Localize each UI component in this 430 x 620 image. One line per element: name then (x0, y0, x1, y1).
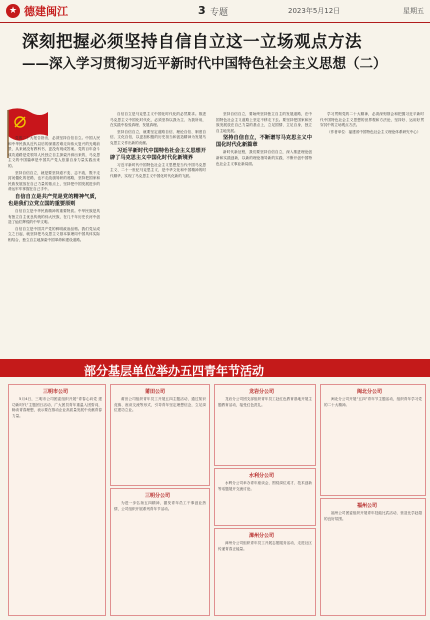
activity-box (8, 384, 106, 616)
paragraph: 漳州分公司组织青年员工开展志愿服务活动，走进社区传递青春正能量。 (218, 541, 312, 551)
section-subhead: 坚持自信自立，不断谱写马克思主义中国化时代化新篇章 (216, 135, 312, 149)
box-title: 三明市公司 (43, 389, 69, 395)
box-title: 闽北分公司 (357, 389, 383, 395)
issue-weekday: 星期五 (403, 7, 424, 15)
paragraph: 为进一步弘扬五四精神，激发青年员工干事创业热情，公司组织开展系列青年节活动。 (114, 501, 206, 511)
box-title: 水利分公司 (249, 473, 275, 479)
box-text (114, 501, 206, 611)
paragraph: 龙岩分公司团支部组织青年员工赴红色教育基地开展主题教育活动，接受红色洗礼。 (218, 397, 312, 407)
box-text (324, 511, 422, 611)
activity-box (320, 384, 426, 496)
box-text (218, 481, 312, 521)
paragraph: 水利分公司举办青年座谈会，围绕岗位成才、技术创新等话题展开交流讨论。 (218, 481, 312, 491)
paper-name: 德建闽江 (24, 5, 68, 18)
box-title: 福州公司 (357, 503, 378, 509)
activity-box (110, 488, 210, 616)
paragraph: 学习贯彻党的二十大精神，必须深刻领会和把握习近平新时代中国特色社会主义思想的世界观和方法论，坚持好、运用好贯穿其中的立场观点方法。 (320, 112, 424, 128)
article-column-4 (320, 112, 424, 356)
paragraph: 坚持自信自立，就要坚定道路自信、理论自信、制度自信、文化自信，以更加积极的历史担当和创造精神为发展马克思主义作出新的贡献。 (110, 129, 206, 145)
page-number: 3 (198, 4, 206, 17)
article-column-3 (216, 112, 312, 356)
box-text (12, 397, 102, 611)
section-subhead: 习近平新时代中国特色社会主义思想开辟了马克思主义中国化时代化新境界 (110, 147, 206, 161)
activity-box (320, 498, 426, 616)
box-text (114, 397, 206, 481)
paragraph: 习近平新时代中国特色社会主义思想是当代中国马克思主义、二十一世纪马克思主义，是中华文化和中国精神的时代精华，实现了马克思主义中国化时代化新的飞跃。 (110, 162, 206, 178)
paragraph: 自信自立是中华民族精神的重要特质。中华民族是具有独立自主优良传统的伟大民族，在几千年历史长河中创造了灿烂辉煌的中华文明。 (8, 208, 100, 225)
article-column-1 (8, 112, 100, 356)
article-column-2 (110, 112, 206, 356)
paragraph: 坚持自信自立，要始终坚持独立自主的发展道路，在中国特色社会主义道路上坚定不移走下去。要坚持把国家和民族发展放在自己力量的基点上，立足国情、立足自身，独立自主地发展。 (216, 112, 312, 133)
paragraph: 莆田公司组织青年员工开展五四主题活动，通过知识竞赛、座谈交流等形式，引导青年坚定理想信念，立足岗位建功立业。 (114, 397, 206, 413)
paragraph: 党的二十大报告指出，必须坚持自信自立。中国人民和中华民族从近代以后的深重苦难走向伟大复兴的光明前景，从来就没有教科书，更没有现成答案。党的百年奋斗成功道路是党领导人民独立自主探索开辟出来的，马克思主义的中国篇章是中国共产党人依靠自身力量实践出来的。 (8, 136, 100, 168)
party-emblem-icon: ★ (6, 4, 20, 18)
box-text (218, 397, 312, 461)
box-text (218, 541, 312, 611)
box-title: 龙岩分公司 (249, 389, 275, 395)
paragraph: 坚持自信自立，就是要坚持道不变、志不改，既不走封闭僵化的老路，也不走改旗易帜的邪路，坚持把国家和民族发展放在自己力量的基点上，坚持把中国发展进步的命运牢牢掌握在自己手中。 (8, 170, 100, 192)
activity-box (110, 384, 210, 486)
paragraph: （作者单位：福建省中国特色社会主义理论体系研究中心） (327, 129, 421, 134)
box-title: 漳州分公司 (249, 533, 275, 539)
banner-title: 部分基层单位举办五四青年节活动 (84, 364, 265, 378)
activity-box (214, 384, 316, 466)
activity-box (214, 468, 316, 526)
issue-date: 2023年5月12日 (288, 7, 341, 15)
paragraph: 自信自立是马克思主义中国化时代化的必然要求。推进马克思主义中国化时代化，必须坚持以我为主、为我所用，在实践中检验真理、发展真理。 (110, 112, 206, 128)
paragraph: 5月4日，三明市公司团委组织开展“青春心向党 建功新时代”主题团日活动，广大团员青年重温入团誓词，畅谈青春理想，表示要在推动企业高质量发展中贡献青春力量。 (12, 397, 102, 418)
article-subtitle: ——深入学习贯彻习近平新时代中国特色社会主义思想（二） (22, 56, 387, 72)
paragraph: 闽北分公司开展“五四”青年节主题活动，组织青年学习党的二十大精神。 (324, 397, 422, 407)
box-title: 莆田公司 (145, 389, 166, 395)
activity-box (214, 528, 316, 616)
box-title: 三明分公司 (145, 493, 171, 499)
paragraph: 福州公司团委组织开展青年技能比武活动，营造比学赶超的良好氛围。 (324, 511, 422, 521)
section-name: 专题 (210, 8, 229, 18)
box-text (324, 397, 422, 491)
paragraph: 新时代新征程，我们要坚持自信自立，深入推进理论创新和实践创新，以新的理论指导新的实践，不断开创中国特色社会主义事业新局面。 (216, 150, 312, 166)
paragraph: 自信自立是中国共产党的鲜明政治品格。我们党从成立之日起，就坚持把马克思主义基本原理同中国具体实际相结合，独立自主地探索中国革命和建设道路。 (8, 226, 100, 242)
article-title: 深刻把握必须坚持自信自立这一立场观点方法 (22, 32, 362, 51)
section-subhead: 自信自立是共产党是党的精神气质，也是我们立党立国的重要原则 (8, 193, 100, 207)
